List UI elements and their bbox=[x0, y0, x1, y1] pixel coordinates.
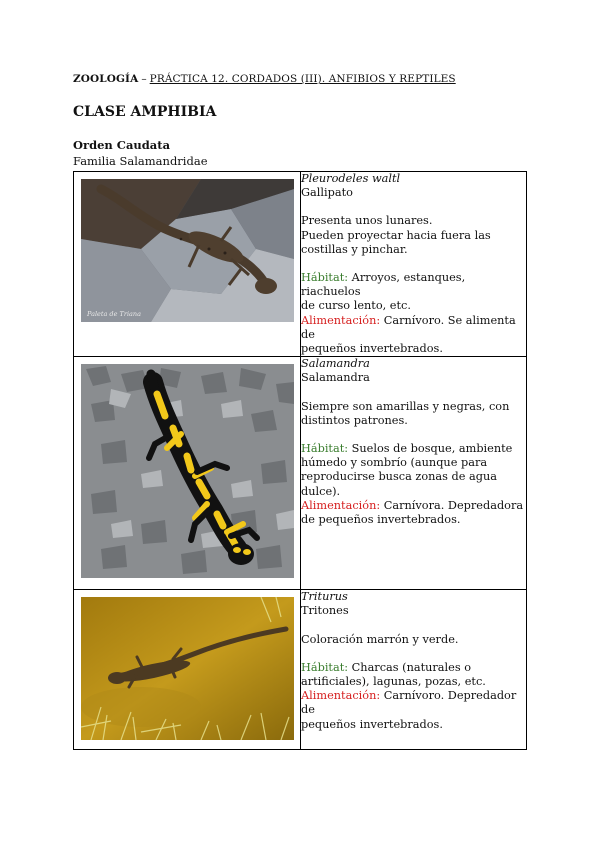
document-header bbox=[73, 73, 456, 85]
family-title: Familia Salamandridae bbox=[73, 154, 208, 168]
habitat-text: de curso lento, etc. bbox=[301, 299, 411, 313]
habitat-text: húmedo y sombrío (aunque para bbox=[301, 456, 488, 470]
header-separator: – bbox=[141, 73, 147, 85]
common-name: Tritones bbox=[301, 604, 349, 618]
triturus-photo bbox=[81, 597, 294, 740]
habitat-text: Charcas (naturales o bbox=[351, 660, 472, 674]
habitat-text: artificiales), lagunas, pozas, etc. bbox=[301, 675, 486, 689]
food-label: Alimentación: bbox=[301, 313, 381, 327]
food-text: de pequeños invertebrados. bbox=[301, 513, 461, 527]
description-line: Siempre son amarillas y negras, con bbox=[301, 399, 510, 413]
habitat-label: Hábitat: bbox=[301, 271, 349, 285]
scientific-name: Pleurodeles waltl bbox=[301, 172, 401, 185]
food-text: Carnívoro. Se alimenta de bbox=[301, 313, 516, 341]
food-label: Alimentación: bbox=[301, 689, 381, 703]
habitat-label: Hábitat: bbox=[301, 660, 349, 674]
common-name: Salamandra bbox=[301, 371, 370, 385]
habitat-label: Hábitat: bbox=[301, 442, 349, 456]
description-cell bbox=[301, 357, 527, 590]
species-row-salamandra bbox=[74, 357, 527, 590]
food-text: pequeños invertebrados. bbox=[301, 717, 443, 731]
food-text: Carnívora. Depredadora bbox=[383, 498, 524, 512]
description-cell bbox=[301, 172, 527, 357]
description-line: distintos patrones. bbox=[301, 413, 408, 427]
scientific-name: Triturus bbox=[301, 590, 348, 604]
species-table bbox=[73, 171, 527, 750]
photo-cell bbox=[74, 357, 301, 590]
pleurodeles-photo bbox=[81, 179, 294, 322]
species-row-triturus bbox=[74, 590, 527, 750]
habitat-text: reproducirse busca zonas de agua dulce). bbox=[301, 470, 498, 498]
photo-caption: Paleta de Triana bbox=[87, 310, 141, 318]
class-title: CLASE AMPHIBIA bbox=[73, 104, 217, 120]
description-cell bbox=[301, 590, 527, 750]
salamandra-photo bbox=[81, 364, 294, 578]
subject-label: ZOOLOGÍA bbox=[73, 73, 139, 85]
habitat-text: Suelos de bosque, ambiente bbox=[351, 442, 513, 456]
description-line: Pueden proyectar hacia fuera las bbox=[301, 228, 491, 242]
description-line: Coloración marrón y verde. bbox=[301, 632, 459, 646]
food-label: Alimentación: bbox=[301, 498, 381, 512]
habitat-text: Arroyos, estanques, riachuelos bbox=[301, 271, 466, 299]
common-name: Gallipato bbox=[301, 186, 353, 200]
order-title: Orden Caudata bbox=[73, 138, 171, 152]
scientific-name: Salamandra bbox=[301, 357, 370, 371]
description-line: Presenta unos lunares. bbox=[301, 214, 433, 228]
photo-cell bbox=[74, 590, 301, 750]
photo-cell bbox=[74, 172, 301, 357]
description-line: costillas y pinchar. bbox=[301, 242, 408, 256]
practice-title: PRÁCTICA 12. CORDADOS (III). ANFIBIOS Y REPTILES bbox=[149, 73, 456, 85]
food-text: pequeños invertebrados. bbox=[301, 342, 443, 356]
food-text: Carnívoro. Depredador de bbox=[301, 689, 517, 717]
species-row-pleurodeles bbox=[74, 172, 527, 357]
